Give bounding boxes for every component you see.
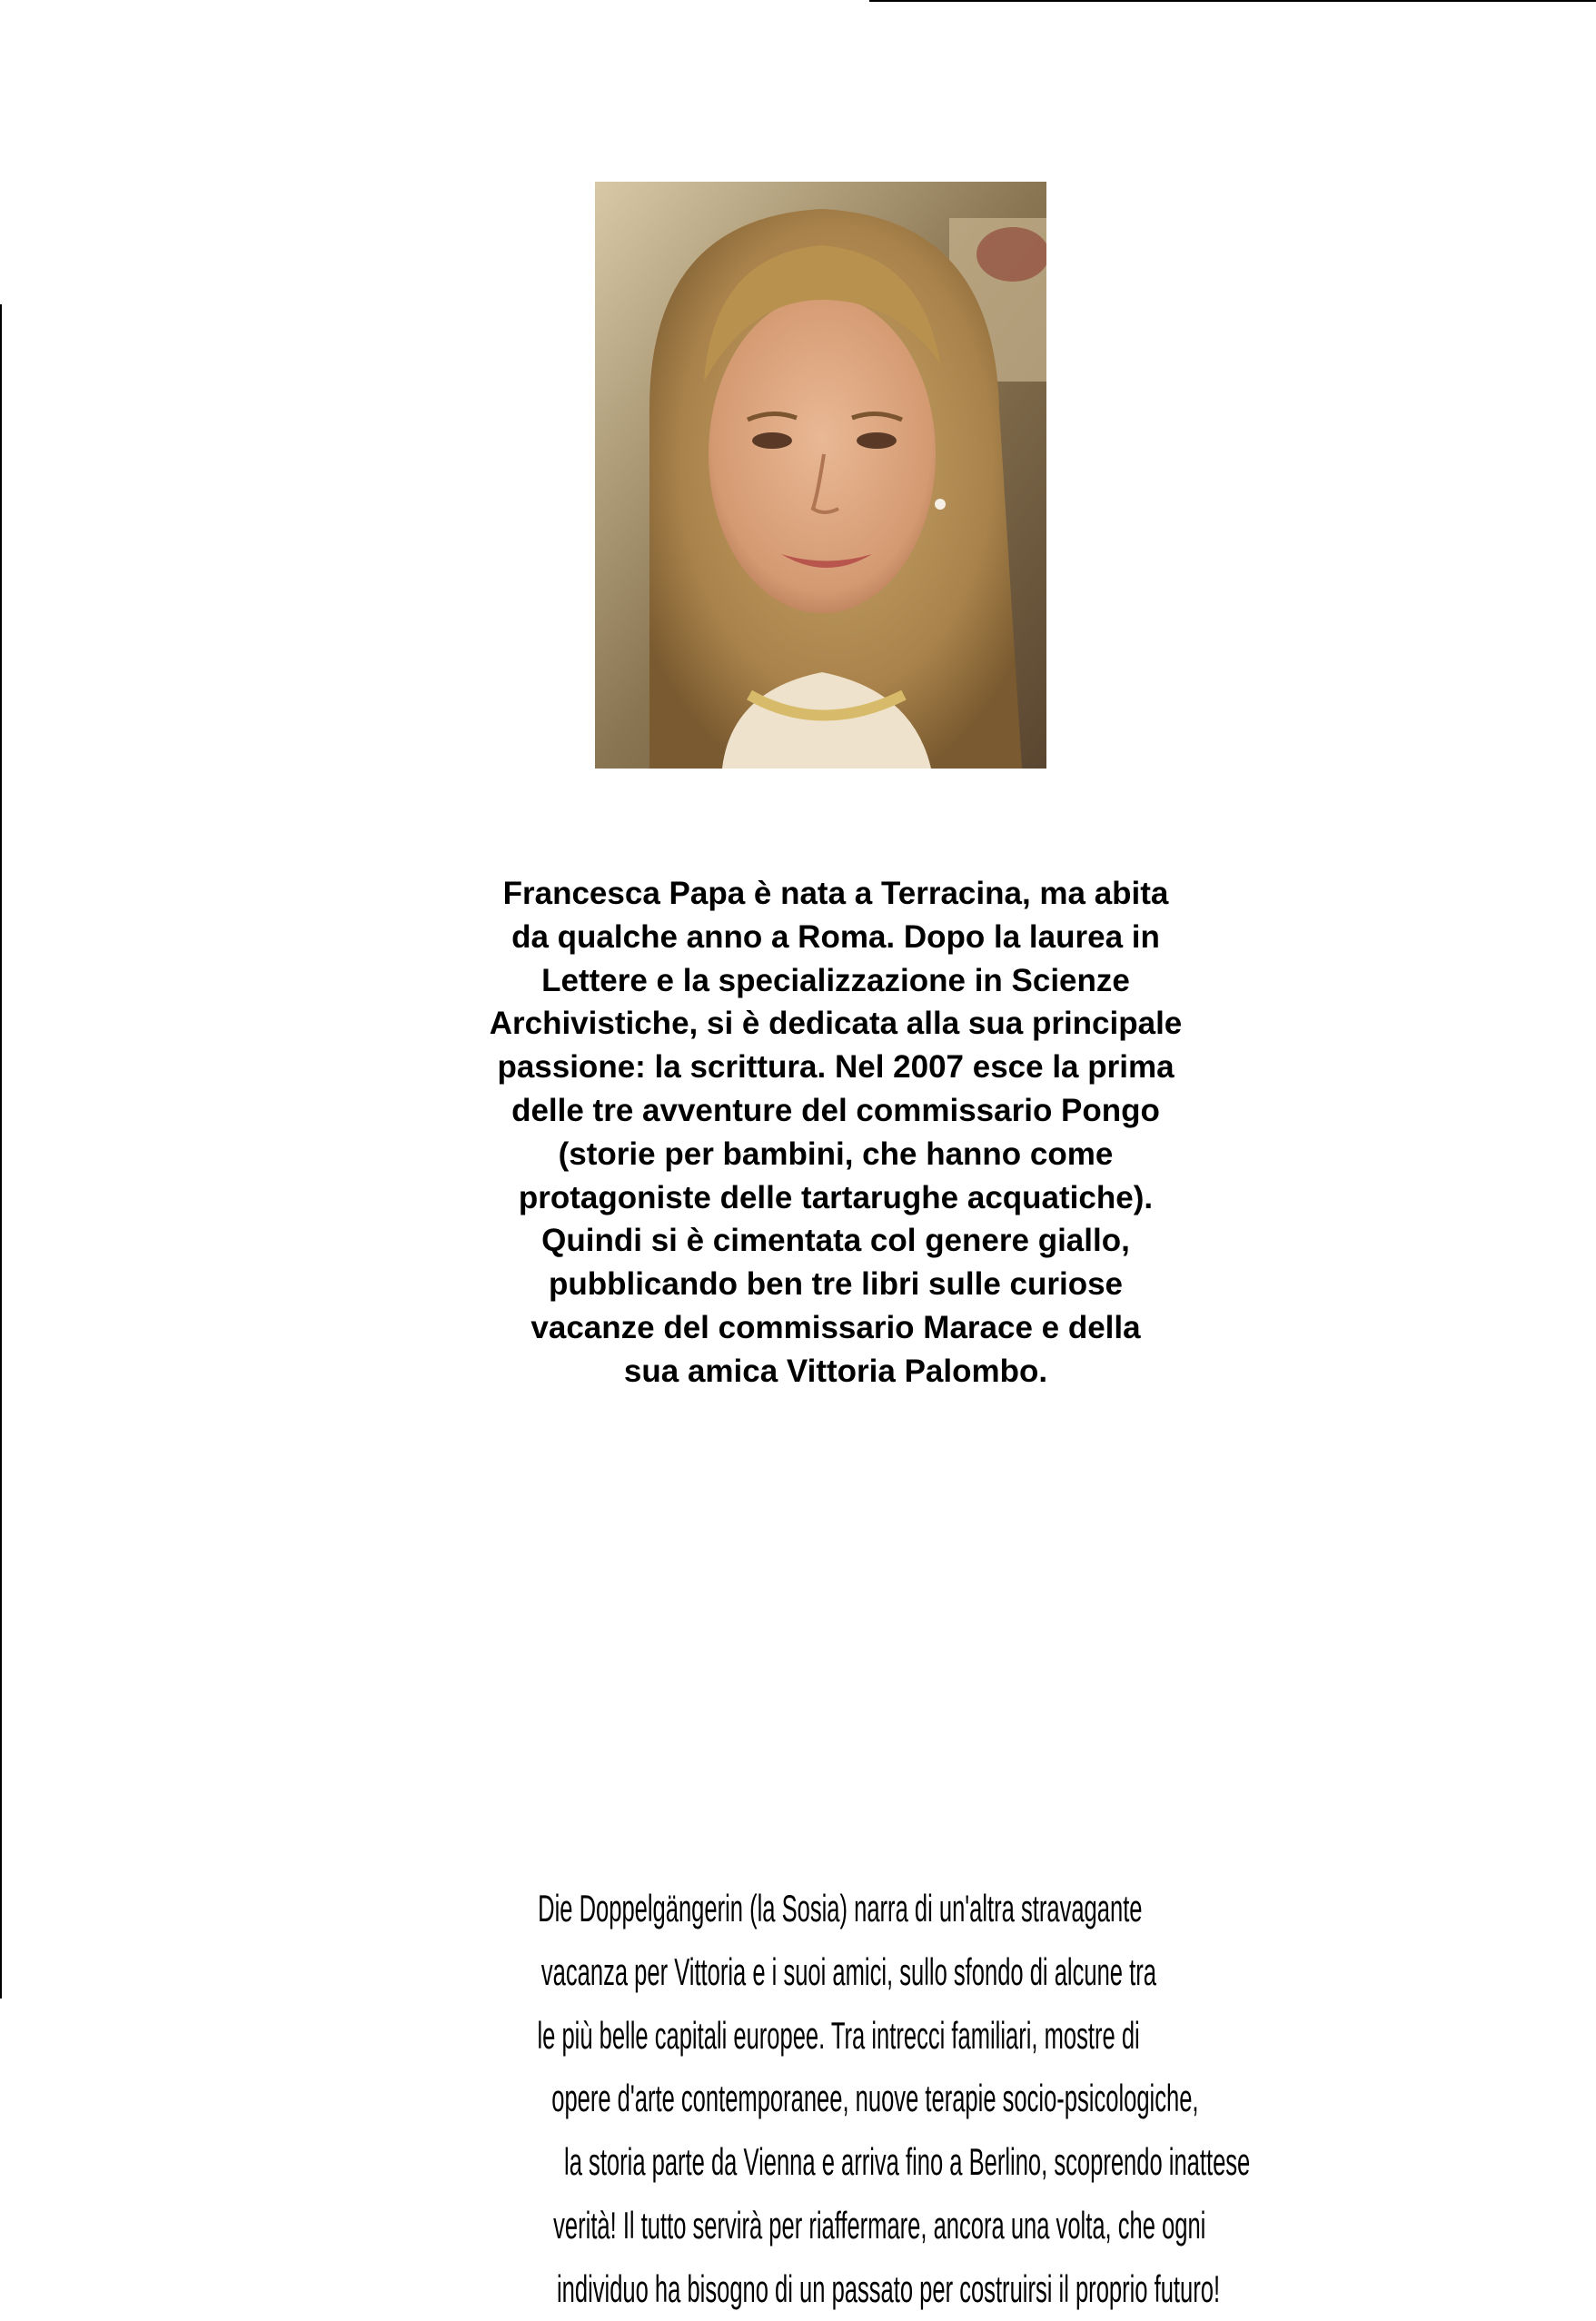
bio-line: (storie per bambini, che hanno come [558,1136,1114,1172]
blurb-line: Die Doppelgängerin (la Sosia) narra di un'altra stravagante [538,1887,1143,1929]
author-bio [400,872,1272,1394]
blurb-line: vacanza per Vittoria e i suoi amici, sullo sfondo di alcune tra [540,1949,1156,1993]
bio-line: Archivistiche, si è dedicata alla sua principale [489,1006,1183,1042]
author-photo [595,182,1046,769]
bio-line: Quindi si è cimentata col genere giallo, [541,1223,1130,1259]
blurb-line: opere d'arte contemporanee, nuove terapie socio-psicologiche, [551,2077,1199,2120]
bio-line: vacanze del commissario Marace e della [530,1309,1141,1345]
bio-line: Francesca Papa è nata a Terracina, ma abita [502,876,1169,911]
bio-line: delle tre avventure del commissario Pongo [511,1092,1160,1128]
left-edge-line [0,304,2,1999]
bio-line: Lettere e la specializzazione in Scienze [541,962,1130,998]
blurb-line: individuo ha bisogno di un passato per costruirsi il proprio futuro! [556,2266,1221,2310]
bio-line: sua amica Vittoria Palombo. [623,1353,1048,1389]
book-blurb [343,1877,1252,2321]
bio-line: protagoniste delle tartarughe acquatiche). [518,1179,1154,1215]
bio-line: passione: la scrittura. Nel 2007 esce la prima [497,1049,1175,1086]
author-portrait-image [595,182,1046,769]
bio-line: pubblicando ben tre libri sulle curiose [548,1266,1124,1303]
blurb-line: le più belle capitali europee. Tra intrecci familiari, mostre di [537,2013,1140,2057]
blurb-line: verità! Il tutto servirà per riaffermare, ancora una volta, che ogni [553,2203,1206,2247]
bio-line: da qualche anno a Roma. Dopo la laurea in [511,918,1160,955]
blurb-line: la storia parte da Vienna e arriva fino a Berlino, scoprendo inattese [564,2140,1251,2184]
top-edge-line [869,0,1596,2]
